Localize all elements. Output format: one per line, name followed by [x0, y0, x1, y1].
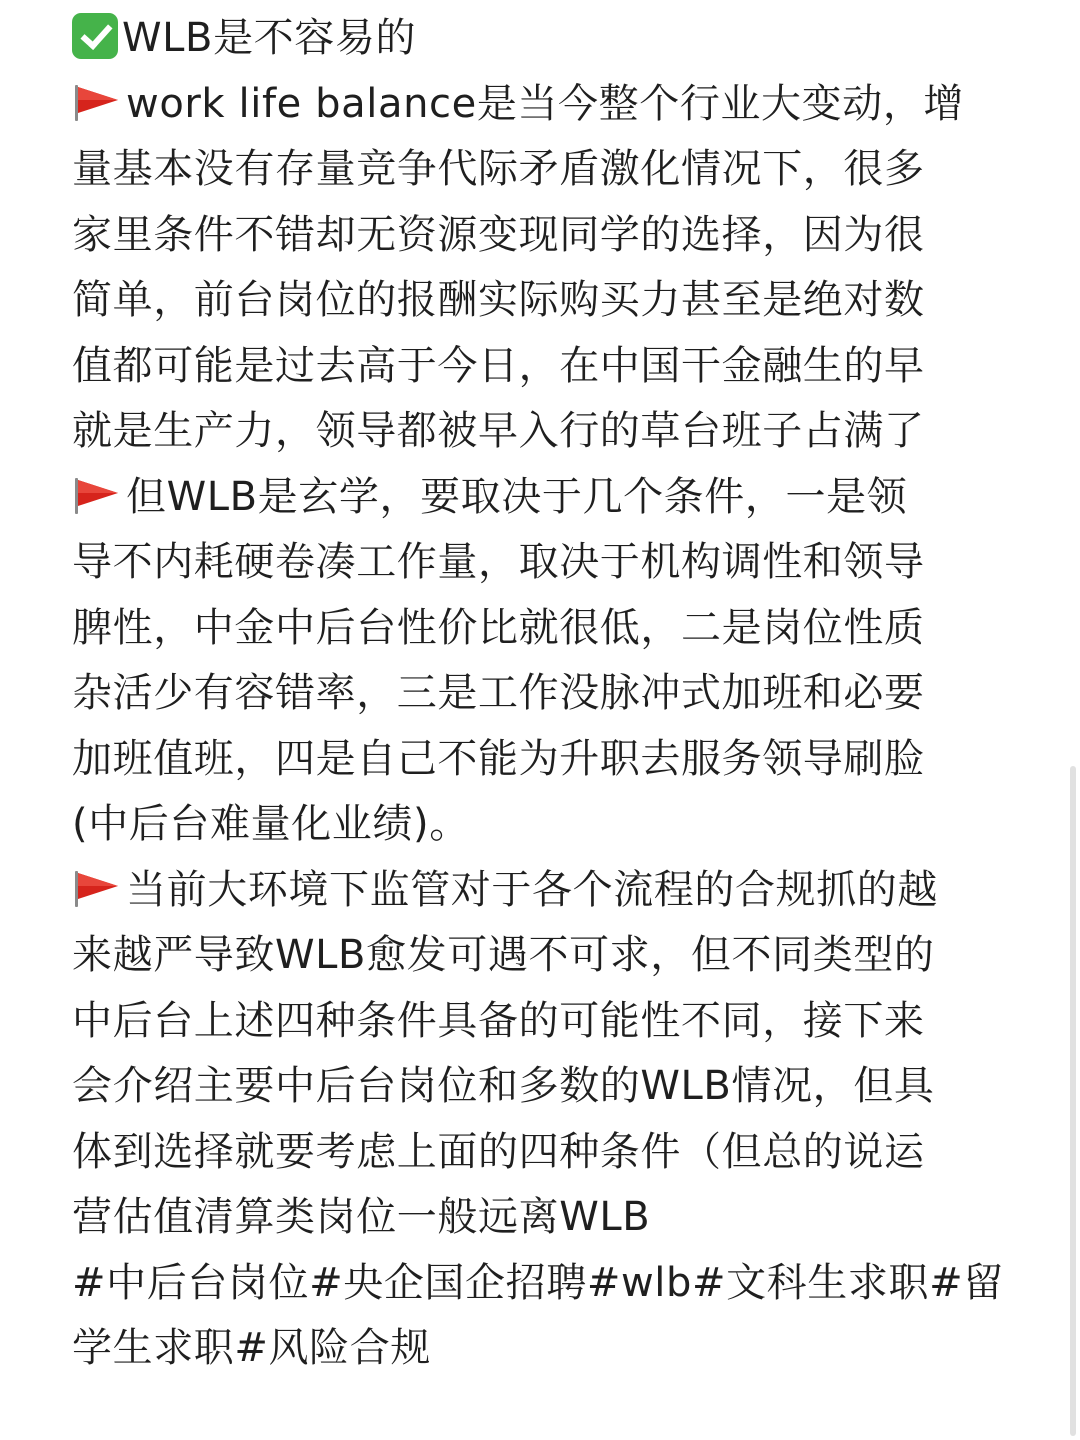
- post-line-text: 简单，前台岗位的报酬实际购买力甚至是绝对数: [72, 277, 925, 323]
- hashtag-line[interactable]: [72, 1251, 1012, 1317]
- post-line: [72, 661, 1012, 727]
- post-line-text: 会介绍主要中后台岗位和多数的WLB情况，但具: [72, 1063, 935, 1109]
- red-flag-icon: [72, 83, 122, 123]
- post-line: [72, 137, 1012, 203]
- post-line: [72, 530, 1012, 596]
- hashtag-line[interactable]: [72, 1316, 1012, 1382]
- post-line-text: 导不内耗硬卷凑工作量，取决于机构调性和领导: [72, 539, 925, 585]
- post-line: [72, 792, 1012, 858]
- post-line-text: 来越严导致WLB愈发可遇不可求，但不同类型的: [72, 932, 935, 978]
- post-line: [72, 203, 1012, 269]
- post-line: [72, 334, 1012, 400]
- post-line-text: 值都可能是过去高于今日，在中国干金融生的早: [72, 342, 925, 389]
- post-line: [72, 1185, 1012, 1251]
- hashtag-text[interactable]: #中后台岗位#央企国企招聘#wlb#文科生求职#留: [72, 1259, 1004, 1306]
- vertical-scrollbar[interactable]: [1070, 766, 1076, 1436]
- post-line-text: 中后台上述四种条件具备的可能性不同，接下来: [72, 997, 925, 1044]
- post-line: [72, 989, 1012, 1055]
- check-mark-icon: [72, 13, 118, 59]
- post-body: [72, 6, 1012, 1382]
- post-line-text: 量基本没有存量竞争代际矛盾激化情况下，很多: [72, 146, 925, 192]
- post-line-text: (中后台难量化业绩)。: [72, 801, 470, 847]
- post-line-text: 家里条件不错却无资源变现同学的选择，因为很: [72, 211, 925, 258]
- hashtag-text[interactable]: 学生求职#风险合规: [72, 1325, 431, 1371]
- post-line-text: 脾性，中金中后台性价比就很低，二是岗位性质: [72, 604, 925, 651]
- post-line-text: 当前大环境下监管对于各个流程的合规抓的越: [126, 866, 938, 913]
- post-line-text: 就是生产力，领导都被早入行的草台班子占满了: [72, 408, 925, 454]
- post-line-text: 但WLB是玄学，要取决于几个条件，一是领: [126, 473, 908, 520]
- red-flag-icon: [72, 869, 122, 909]
- post-line: [72, 465, 1012, 531]
- post-line: [72, 858, 1012, 924]
- post-line-text: work life balance是当今整个行业大变动，增: [126, 80, 965, 127]
- post-line: [72, 72, 1012, 138]
- post-line: [72, 1054, 1012, 1120]
- post-line: [72, 727, 1012, 793]
- post-line-text: 杂活少有容错率，三是工作没脉冲式加班和必要: [72, 670, 925, 716]
- post-line: [72, 6, 1012, 72]
- post-line: [72, 596, 1012, 662]
- post-line-text: 营估值清算类岗位一般远离WLB: [72, 1194, 651, 1240]
- post-line: [72, 399, 1012, 465]
- post-line-text: WLB是不容易的: [122, 15, 417, 61]
- red-flag-icon: [72, 476, 122, 516]
- post-line: [72, 1120, 1012, 1186]
- post-line: [72, 923, 1012, 989]
- post-line-text: 体到选择就要考虑上面的四种条件（但总的说运: [72, 1128, 925, 1175]
- post-line: [72, 268, 1012, 334]
- post-line-text: 加班值班，四是自己不能为升职去服务领导刷脸: [72, 735, 925, 782]
